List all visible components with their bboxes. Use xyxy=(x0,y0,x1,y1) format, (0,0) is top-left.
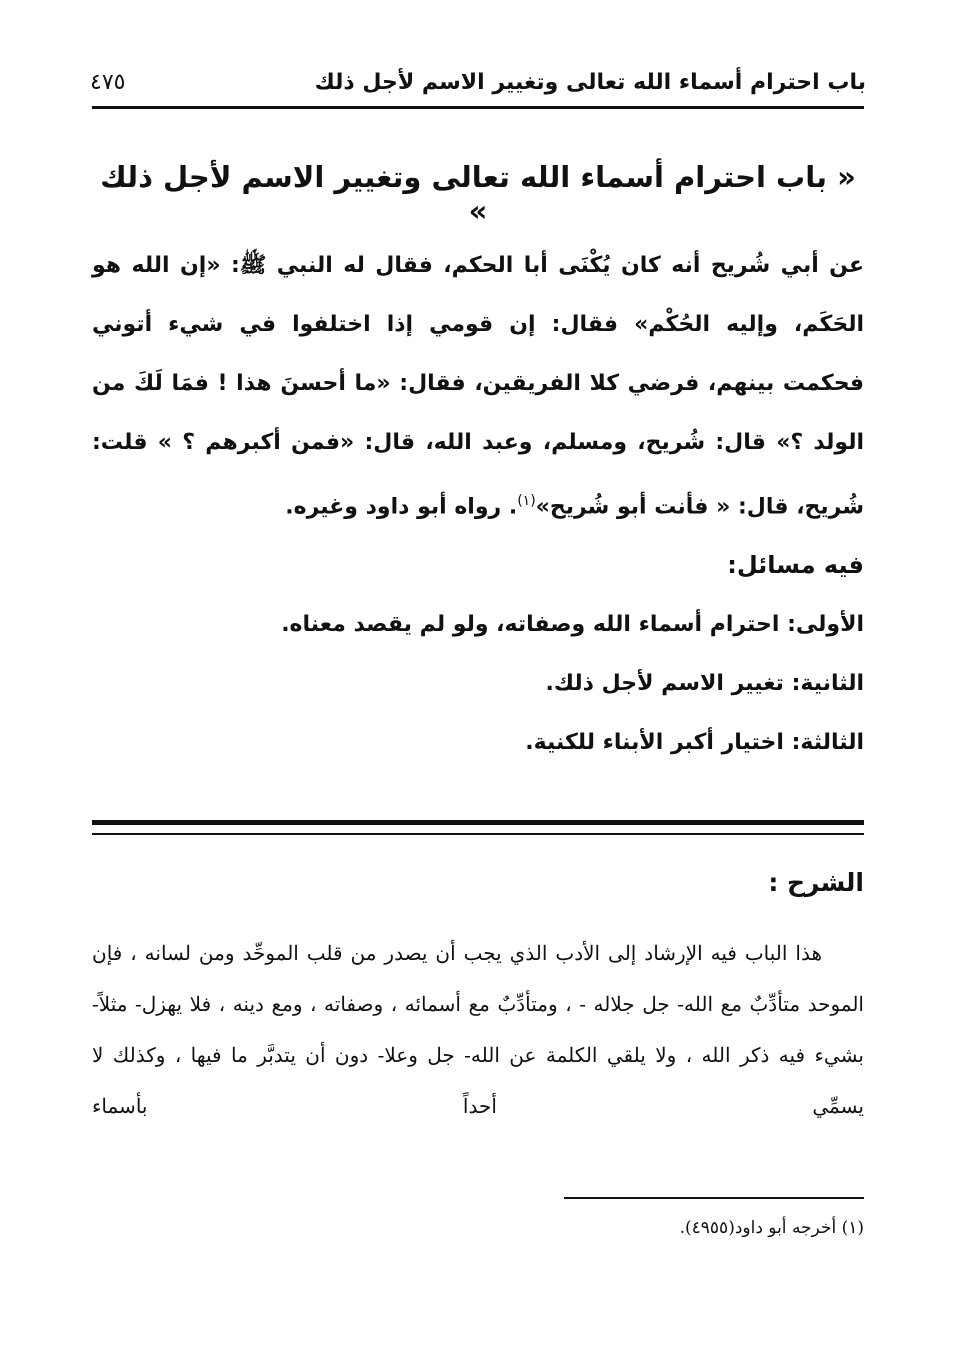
hadith-paragraph xyxy=(92,236,864,536)
sharh-body xyxy=(92,928,864,1132)
footnote: (١) أخرجه أبو داود(٤٩٥٥). xyxy=(679,1218,864,1238)
hadith-text: عن أبي شُريح أنه كان يُكْنَى أبا الحكم، فقال له النبي ﷺ: «إن الله هو الحَكَم، وإليه الحُكْم» فقال: إن قومي إذا اختلفوا في شيء أتوني فحكمت بينهم، فرضي كلا الفريقين، فقال: «ما أحسنَ هذا ! فمَا لَكَ من الولد ؟» قال: شُريح، ومسلم، وعبد الله، قال: «فمن أكبرهم ؟ » قلت: شُريح، قال: « فأنت أبو شُريح» xyxy=(92,253,864,520)
running-header xyxy=(90,62,866,102)
hadith-attribution: . رواه أبو داود وغيره. xyxy=(285,494,518,520)
section-divider xyxy=(92,820,864,835)
masail-heading: فيه مسائل: xyxy=(727,551,864,580)
masail-item-third: الثالثة: اختيار أكبر الأبناء للكنية. xyxy=(525,730,864,756)
footnote-rule xyxy=(564,1197,864,1199)
masail-item-first: الأولى: احترام أسماء الله وصفاته، ولو لم يقصد معناه. xyxy=(281,612,864,638)
header-rule xyxy=(92,106,864,109)
sharh-paragraph: هذا الباب فيه الإرشاد إلى الأدب الذي يجب أن يصدر من قلب الموحِّد ومن لسانه ، فإن الموحد متأدِّبٌ مع الله- جل جلاله - ، ومتأدِّبٌ مع أسمائه ، وصفاته ، ومع دينه ، فلا يهزل- مثلاً- بشيء فيه ذكر الله ، ولا يلقي الكلمة عن الله- جل وعلا- دون أن يتدبَّر ما فيها ، وكذلك لا يسمِّي أحداً بأسماء xyxy=(92,941,864,1118)
chapter-heading: « باب احترام أسماء الله تعالى وتغيير الاسم لأجل ذلك » xyxy=(100,160,856,228)
running-title: باب احترام أسماء الله تعالى وتغيير الاسم لأجل ذلك xyxy=(314,69,866,95)
masail-item-second: الثانية: تغيير الاسم لأجل ذلك. xyxy=(545,671,864,697)
matn-block xyxy=(92,236,864,772)
sharh-heading: الشرح : xyxy=(768,868,864,897)
footnote-marker: (١) xyxy=(517,493,536,509)
page-number: ٤٧٥ xyxy=(90,69,126,95)
